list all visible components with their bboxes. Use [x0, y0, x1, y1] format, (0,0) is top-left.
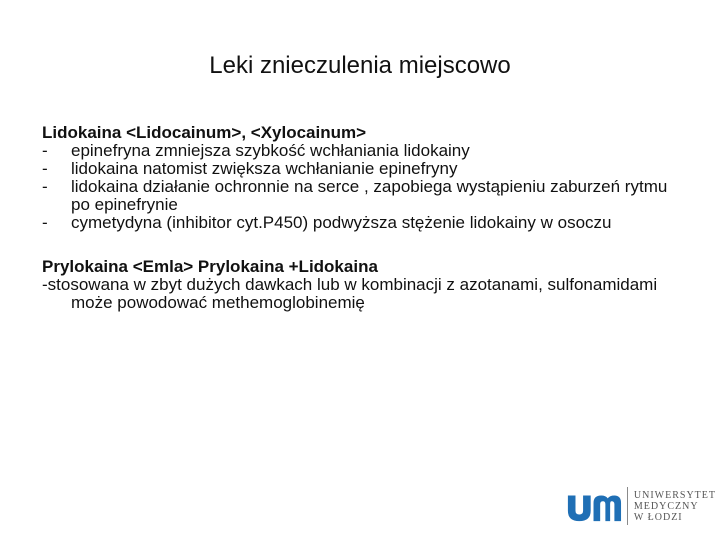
bullet-dash: -: [42, 159, 48, 178]
bullet-dash: -: [42, 177, 48, 196]
um-logo-icon: [566, 489, 623, 523]
list-item-text: cymetydyna (inhibitor cyt.P450) podwyższa stężenie lidokainy w osoczu: [71, 213, 612, 232]
section2: [42, 258, 682, 312]
section1-heading: Lidokaina <Lidocainum>, <Xylocainum>: [42, 123, 367, 142]
logo-line-2: MEDYCZNY: [633, 500, 699, 512]
section2-heading: Prylokaina <Emla> Prylokaina +Lidokaina: [42, 257, 378, 276]
list-item: [42, 142, 682, 160]
bullet-dash: -: [42, 141, 48, 160]
bullet-dash: -: [42, 213, 48, 232]
slide-title: Leki znieczulenia miejscowo: [209, 52, 511, 79]
list-item-text: epinefryna zmniejsza szybkość wchłaniania lidokainy: [71, 141, 470, 160]
list-item-text: lidokaina działanie ochronnie na serce , zapobiega wystąpieniu zaburzeń rytmu po epinefrynie: [71, 177, 668, 214]
list-item: [42, 214, 682, 232]
logo-divider: [627, 487, 628, 525]
slide-content: [42, 124, 682, 312]
section2-body: -stosowana w zbyt dużych dawkach lub w kombinacji z azotanami, sulfonamidami może powodować methemoglobinemię: [42, 275, 658, 312]
list-item: [42, 160, 682, 178]
logo-line-3: W ŁODZI: [633, 511, 683, 523]
list-item: [42, 178, 682, 214]
university-logo: [566, 486, 716, 526]
logo-wordmark: [634, 490, 716, 523]
logo-line-1: UNIWERSYTET: [633, 489, 716, 501]
list-item-text: lidokaina natomist zwiększa wchłanianie epinefryny: [71, 159, 458, 178]
